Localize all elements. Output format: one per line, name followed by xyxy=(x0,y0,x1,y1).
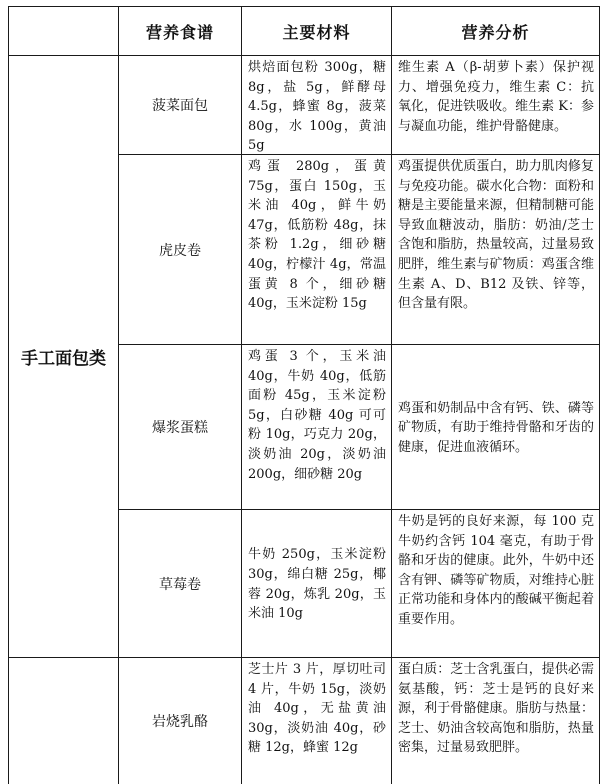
category-label: 手工面包类 xyxy=(21,349,106,369)
recipe-name: 菠菜面包 xyxy=(152,98,208,114)
recipe-materials-text: 牛奶 250g，玉米淀粉 30g，绵白糖 25g，椰蓉 20g，炼乳 20g，玉米油 10g xyxy=(248,547,386,622)
recipe-analysis: 维生素 A（β-胡萝卜素）保护视力、增强免疫力，维生素 C：抗氧化，促进铁吸收。维生素 K：参与凝血功能，维护骨骼健康。 xyxy=(398,60,594,134)
recipe-analysis xyxy=(392,345,599,509)
recipe-materials: 鸡蛋 3 个，玉米油 40g，牛奶 40g，低筋面粉 45g，玉米淀粉 5g，白砂糖 40g 可可粉 10g，巧克力 20g，淡奶油 20g，淡奶油 200g，细砂糖 20g xyxy=(248,349,386,482)
recipe-analysis: 鸡蛋提供优质蛋白，助力肌肉修复与免疫功能。碳水化合物：面粉和糖是主要能量来源，但精制糖可能导致血糖波动，脂肪：奶油/芝士含饱和脂肪，热量较高，过量易致肥胖，维生素与矿物质：鸡蛋含维生素 A、D、B12 及铁、锌等，但含量有限。 xyxy=(398,159,594,312)
recipe-name: 虎皮卷 xyxy=(159,242,201,259)
recipe-name: 岩烧乳酪 xyxy=(152,714,208,730)
recipe-analysis: 牛奶是钙的良好来源，每 100 克牛奶约含钙 104 毫克，有助于骨骼和牙齿的健康。此外，牛奶中还含有钾、磷等矿物质，对维持心脏正常功能和身体内的酸碱平衡起着重要作用。 xyxy=(398,514,594,627)
recipe-name: 草莓卷 xyxy=(159,576,201,593)
header-analysis: 营养分析 xyxy=(461,22,530,42)
header-recipe: 营养食谱 xyxy=(145,22,214,42)
recipe-analysis: 蛋白质：芝士含乳蛋白，提供必需氨基酸，钙：芝士是钙的良好来源，利于骨骼健康。脂肪与热量：芝士、奶油含较高饱和脂肪，热量密集，过量易致肥胖。 xyxy=(398,662,594,756)
recipe-materials: 鸡蛋 280g，蛋黄 75g，蛋白 150g，玉米油 40g，鲜牛奶 47g，低筋粉 48g，抹茶粉 1.2g，细砂糖 40g，柠檬汁 4g，常温蛋黄 8 个，细砂糖 40g，玉米淀粉 15g xyxy=(248,159,386,312)
recipe-materials: 烘焙面包粉 300g，糖 8g，盐 5g，鲜酵母 4.5g，蜂蜜 8g，菠菜 80g，水 100g，黄油 5g xyxy=(248,60,386,154)
header-materials: 主要材料 xyxy=(282,22,351,42)
recipe-name: 爆浆蛋糕 xyxy=(152,420,208,436)
recipe-analysis-text: 鸡蛋和奶制品中含有钙、铁、磷等矿物质，有助于维持骨骼和牙齿的健康，促进血液循环。 xyxy=(398,400,594,455)
recipe-materials xyxy=(242,510,391,657)
recipe-materials: 芝士片 3 片，厚切吐司 4 片，牛奶 15g，淡奶油 40g，无盐黄油 30g，淡奶油 40g，砂糖 12g，蜂蜜 12g xyxy=(248,662,386,756)
